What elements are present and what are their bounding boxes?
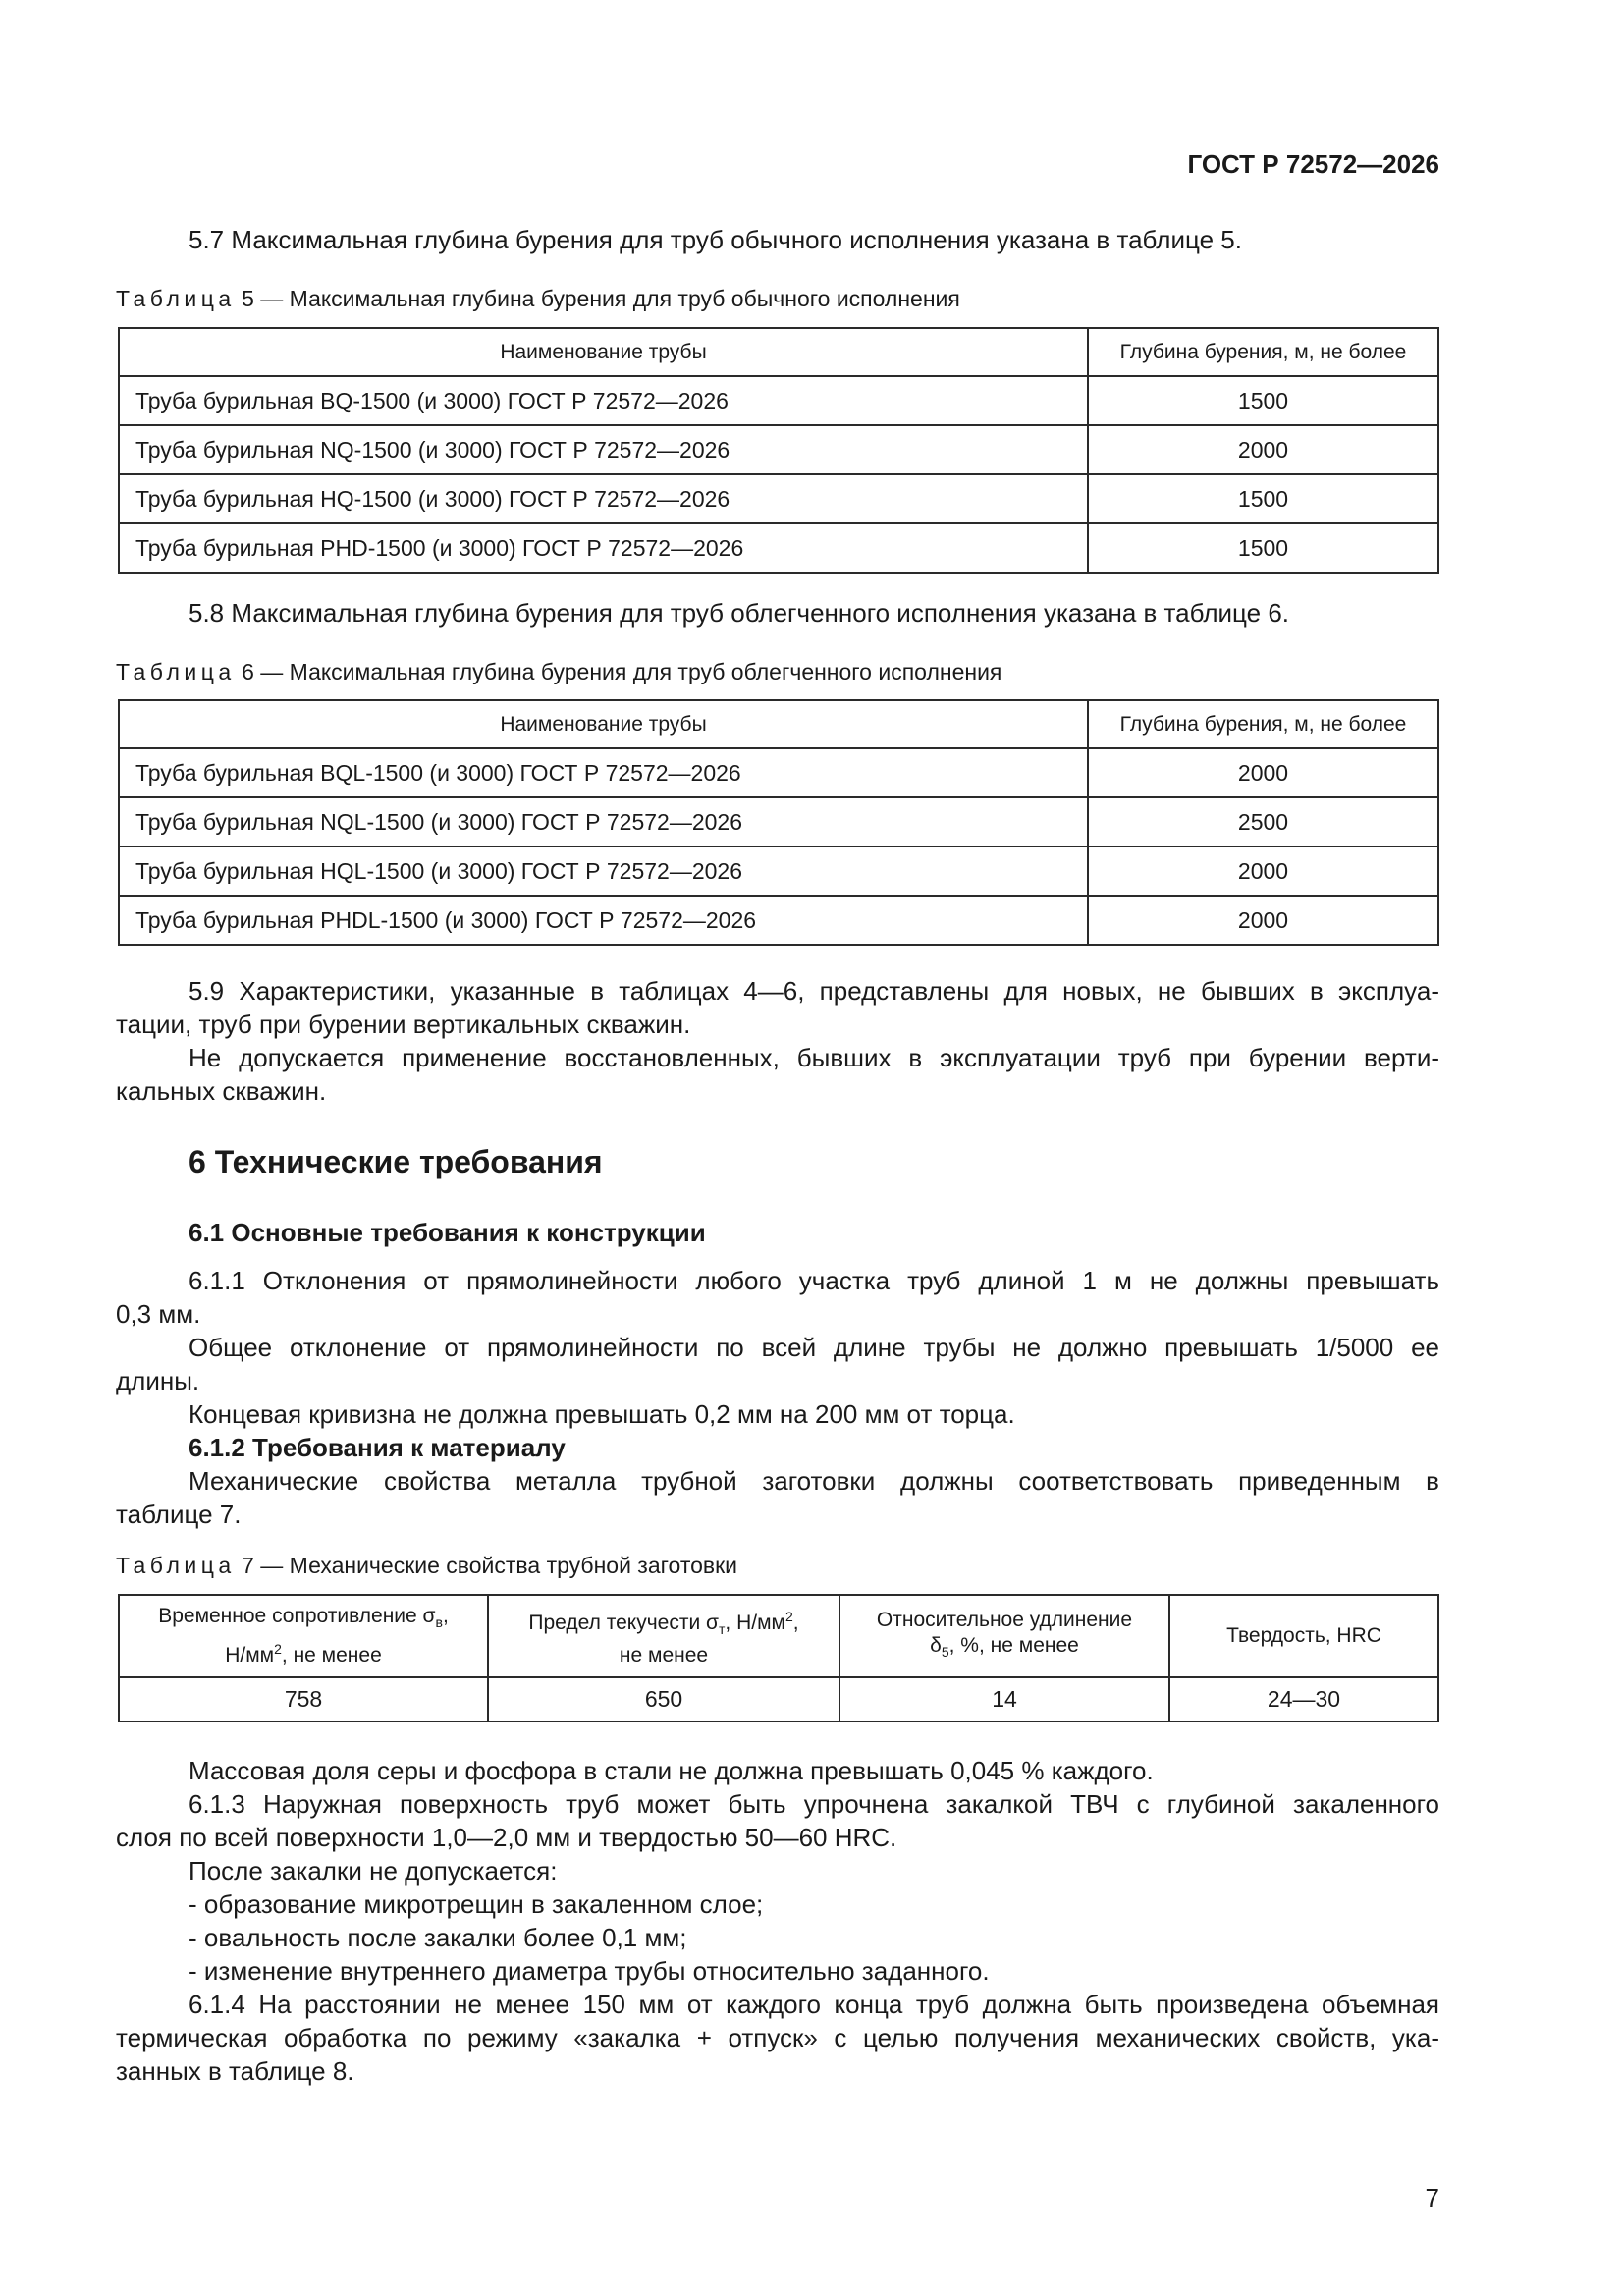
heading-6-1-2: 6.1.2 Требования к материалу [189, 1433, 566, 1462]
header-text: Временное сопротивление σ [158, 1605, 436, 1628]
table-cell: Труба бурильная HQ-1500 (и 3000) ГОСТ Р 72572—2026 [119, 474, 1088, 523]
table7-header-hardness: Твердость, HRC [1169, 1595, 1438, 1677]
text-line: 5.9 Характеристики, указанные в таблицах 4—6, представлены для новых, не бывших в эксплуа- [189, 976, 1439, 1006]
text-line: занных в таблице 8. [116, 2056, 354, 2086]
text-line: 6.1.1 Отклонения от прямолинейности любого участка труб длиной 1 м не должны превышать [189, 1266, 1439, 1295]
table-cell: 1500 [1088, 474, 1438, 523]
text-line: Не допускается применение восстановленных, бывших в эксплуатации труб при бурении верти- [189, 1043, 1439, 1072]
caption-text: 7 — Механические свойства трубной заготовки [242, 1553, 738, 1578]
section-6-1-title: 6.1 Основные требования к конструкции [189, 1218, 706, 1247]
caption-word: Таблица [116, 286, 236, 311]
section-6-title: 6 Технические требования [189, 1144, 603, 1179]
table-cell: 2000 [1088, 748, 1438, 797]
text-line: кальных скважин. [116, 1076, 327, 1106]
header-text: Предел текучести σ [528, 1612, 719, 1635]
paragraph-sulfur: Массовая доля серы и фосфора в стали не должна превышать 0,045 % каждого. [189, 1756, 1154, 1785]
table-cell: 2000 [1088, 425, 1438, 474]
table-row [119, 376, 1438, 425]
caption-word: Таблица [116, 659, 236, 684]
list-item: - овальность после закалки более 0,1 мм; [189, 1923, 687, 1952]
table-cell: 1500 [1088, 376, 1438, 425]
table7-header-yield [488, 1595, 839, 1677]
table6-header-name: Наименование трубы [119, 700, 1088, 748]
paragraph-6-1-1 [116, 1264, 1439, 1331]
page-number: 7 [1425, 2183, 1439, 2213]
text-line: длины. [116, 1366, 200, 1395]
table-cell: Труба бурильная BQ-1500 (и 3000) ГОСТ Р 72572—2026 [119, 376, 1088, 425]
paragraph-5-9 [116, 974, 1439, 1041]
subscript: 5 [941, 1644, 949, 1661]
header-text: Относительное удлинение [876, 1608, 1133, 1631]
caption-text: 5 — Максимальная глубина бурения для труб обычного исполнения [242, 286, 960, 311]
paragraph-after-hardening: После закалки не допускается: [189, 1856, 558, 1886]
text-line: Механические свойства металла трубной заготовки должны соответствовать приведенным в [189, 1466, 1439, 1496]
subscript: в [435, 1614, 443, 1631]
text-line: тации, труб при бурении вертикальных скважин. [116, 1010, 691, 1039]
table-cell: 650 [488, 1677, 839, 1722]
paragraph-6-1-1b [116, 1331, 1439, 1397]
paragraph-6-1-3 [116, 1787, 1439, 1854]
header-text: не менее [619, 1643, 709, 1667]
table6-header-depth: Глубина бурения, м, не более [1088, 700, 1438, 748]
paragraph-6-1-2 [116, 1464, 1439, 1531]
document-header: ГОСТ Р 72572—2026 [1187, 149, 1439, 179]
paragraph-6-1-4 [116, 1988, 1439, 2088]
table-cell: Труба бурильная NQ-1500 (и 3000) ГОСТ Р 72572—2026 [119, 425, 1088, 474]
paragraph-5-8: 5.8 Максимальная глубина бурения для труб облегченного исполнения указана в таблице 6. [189, 598, 1290, 628]
table-cell: Труба бурильная PHD-1500 (и 3000) ГОСТ Р 72572—2026 [119, 523, 1088, 573]
table-row [119, 523, 1438, 573]
header-text: , не менее [281, 1643, 382, 1667]
table5-caption [116, 284, 960, 313]
table-row [119, 847, 1438, 896]
table-cell: Труба бурильная HQL-1500 (и 3000) ГОСТ Р 72572—2026 [119, 847, 1088, 896]
paragraph-5-9b [116, 1041, 1439, 1108]
superscript: 2 [274, 1640, 282, 1657]
table-cell: 2000 [1088, 896, 1438, 945]
table-5 [118, 327, 1439, 574]
table5-header-name: Наименование трубы [119, 328, 1088, 376]
table6-caption [116, 657, 1001, 686]
table-row [119, 474, 1438, 523]
text-line: термическая обработка по режиму «закалка + отпуск» с целью получения механических свойств, ука- [116, 2023, 1439, 2052]
header-text: Н/мм [225, 1643, 275, 1667]
header-text: , [442, 1605, 449, 1628]
table-row [119, 1677, 1438, 1722]
superscript: 2 [784, 1609, 793, 1625]
header-text: , [792, 1612, 799, 1635]
table-cell: Труба бурильная NQL-1500 (и 3000) ГОСТ Р 72572—2026 [119, 797, 1088, 847]
text-line: 6.1.4 На расстоянии не менее 150 мм от каждого конца труб должна быть произведена объемная [189, 1990, 1439, 2019]
header-text: , Н/мм [725, 1612, 785, 1635]
table7-caption [116, 1551, 737, 1580]
table-cell: 1500 [1088, 523, 1438, 573]
text-line: Общее отклонение от прямолинейности по всей длине трубы не должно превышать 1/5000 ее [189, 1333, 1439, 1362]
subscript: т [718, 1621, 726, 1638]
text-line: 6.1.3 Наружная поверхность труб может быть упрочнена закалкой ТВЧ с глубиной закаленного [189, 1789, 1439, 1819]
caption-word: Таблица [116, 1553, 236, 1578]
caption-text: 6 — Максимальная глубина бурения для труб облегченного исполнения [242, 659, 1002, 684]
table-cell: Труба бурильная PHDL-1500 (и 3000) ГОСТ Р 72572—2026 [119, 896, 1088, 945]
table7-header-tensile [119, 1595, 488, 1677]
list-defects [116, 1887, 1439, 1988]
table-cell: 14 [839, 1677, 1169, 1722]
table-6 [118, 699, 1439, 946]
table-7 [118, 1594, 1439, 1722]
header-text: , %, не менее [948, 1633, 1079, 1657]
table-cell: 758 [119, 1677, 488, 1722]
table-cell: 24—30 [1169, 1677, 1438, 1722]
table-row [119, 797, 1438, 847]
paragraph-5-7: 5.7 Максимальная глубина бурения для труб обычного исполнения указана в таблице 5. [189, 225, 1242, 254]
header-text: δ [930, 1633, 942, 1657]
text-line: 0,3 мм. [116, 1299, 201, 1329]
table-row [119, 425, 1438, 474]
list-item: - изменение внутреннего диаметра трубы относительно заданного. [189, 1956, 990, 1986]
text-line: таблице 7. [116, 1500, 242, 1529]
table-row [119, 896, 1438, 945]
list-item: - образование микротрещин в закаленном слое; [189, 1889, 764, 1919]
table-cell: 2000 [1088, 847, 1438, 896]
table-cell: 2500 [1088, 797, 1438, 847]
table-cell: Труба бурильная BQL-1500 (и 3000) ГОСТ Р 72572—2026 [119, 748, 1088, 797]
table-row [119, 748, 1438, 797]
paragraph-6-1-1c: Концевая кривизна не должна превышать 0,2 мм на 200 мм от торца. [189, 1399, 1015, 1429]
text-line: слоя по всей поверхности 1,0—2,0 мм и твердостью 50—60 HRC. [116, 1823, 897, 1852]
table7-header-elongation [839, 1595, 1169, 1677]
table5-header-depth: Глубина бурения, м, не более [1088, 328, 1438, 376]
